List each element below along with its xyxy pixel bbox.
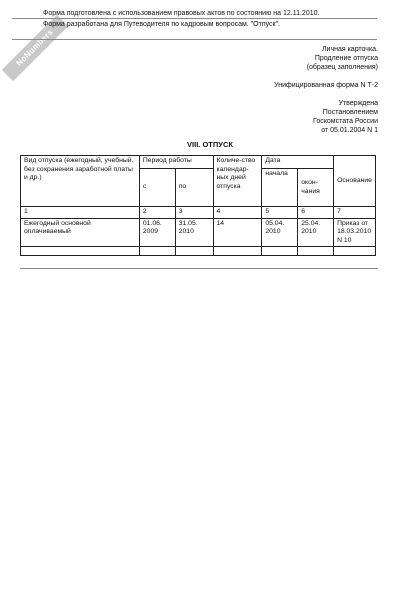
header-days: Количе-ство календар-ных дней отпуска: [213, 156, 262, 207]
header-date: Дата: [262, 156, 334, 169]
column-number: 7: [334, 207, 376, 219]
table-row: [21, 218, 376, 247]
column-number: 5: [262, 207, 298, 219]
column-number: 4: [213, 207, 262, 219]
table-number-row: [21, 207, 376, 219]
column-number: 3: [175, 207, 213, 219]
empty-cell: [213, 247, 262, 256]
header-vacation-type: Вид отпуска (ежегодный, учебный, без сохранения заработной платы и др.): [21, 156, 140, 207]
empty-cell: [175, 247, 213, 256]
card-title-line: Личная карточка.: [321, 46, 378, 53]
unified-form-text: Унифицированная форма N Т-2: [274, 82, 378, 89]
header-date-end: окон-чания: [298, 169, 334, 207]
header-date-start: начала: [262, 169, 298, 207]
approval-line: от 05.01.2004 N 1: [321, 127, 378, 134]
cell-period-to: 31.05. 2010: [175, 218, 213, 247]
empty-cell: [334, 247, 376, 256]
approval-line: Госкомстата России: [313, 118, 378, 125]
vacation-table: [20, 155, 376, 256]
cell-date-end: 25.04. 2010: [298, 218, 334, 247]
approval-line: Утверждена: [338, 100, 378, 107]
header-period-to: по: [175, 169, 213, 207]
unified-form-label: [274, 81, 378, 90]
header-legal-note: Форма подготовлена с использованием правовых актов по состоянию на 12.11.2010.: [43, 10, 320, 17]
approval-line: Постановлением: [322, 109, 378, 116]
header-basis: Основание: [334, 156, 376, 207]
bottom-divider: [20, 268, 378, 269]
header-divider-bottom: [12, 39, 377, 40]
column-number: 6: [298, 207, 334, 219]
table-empty-row: [21, 247, 376, 256]
header-work-period: Период работы: [139, 156, 213, 169]
card-sample-note: (образец заполнения): [306, 64, 378, 71]
header-guide-note: Форма разработана для Путеводителя по кадровым вопросам. "Отпуск".: [43, 21, 281, 28]
empty-cell: [262, 247, 298, 256]
card-title: [307, 45, 378, 72]
approval-block: [313, 99, 378, 135]
cell-vacation-type: Ежегодный основной оплачиваемый: [21, 218, 140, 247]
empty-cell: [21, 247, 140, 256]
empty-cell: [298, 247, 334, 256]
column-number: 2: [139, 207, 175, 219]
cell-days: 14: [213, 218, 262, 247]
card-subtitle-line: Продление отпуска: [314, 55, 378, 62]
header-period-from: с: [139, 169, 175, 207]
section-title: VIII. ОТПУСК: [187, 140, 233, 149]
document-header: [43, 8, 363, 30]
table-header-row: [21, 156, 376, 169]
cell-date-start: 05.04. 2010: [262, 218, 298, 247]
watermark: NoNumbers: [2, 15, 68, 81]
column-number: 1: [21, 207, 140, 219]
cell-period-from: 01.06. 2009: [139, 218, 175, 247]
header-divider-top: [12, 18, 377, 19]
cell-basis: Приказ от 18.03.2010 N 10: [334, 218, 376, 247]
empty-cell: [139, 247, 175, 256]
